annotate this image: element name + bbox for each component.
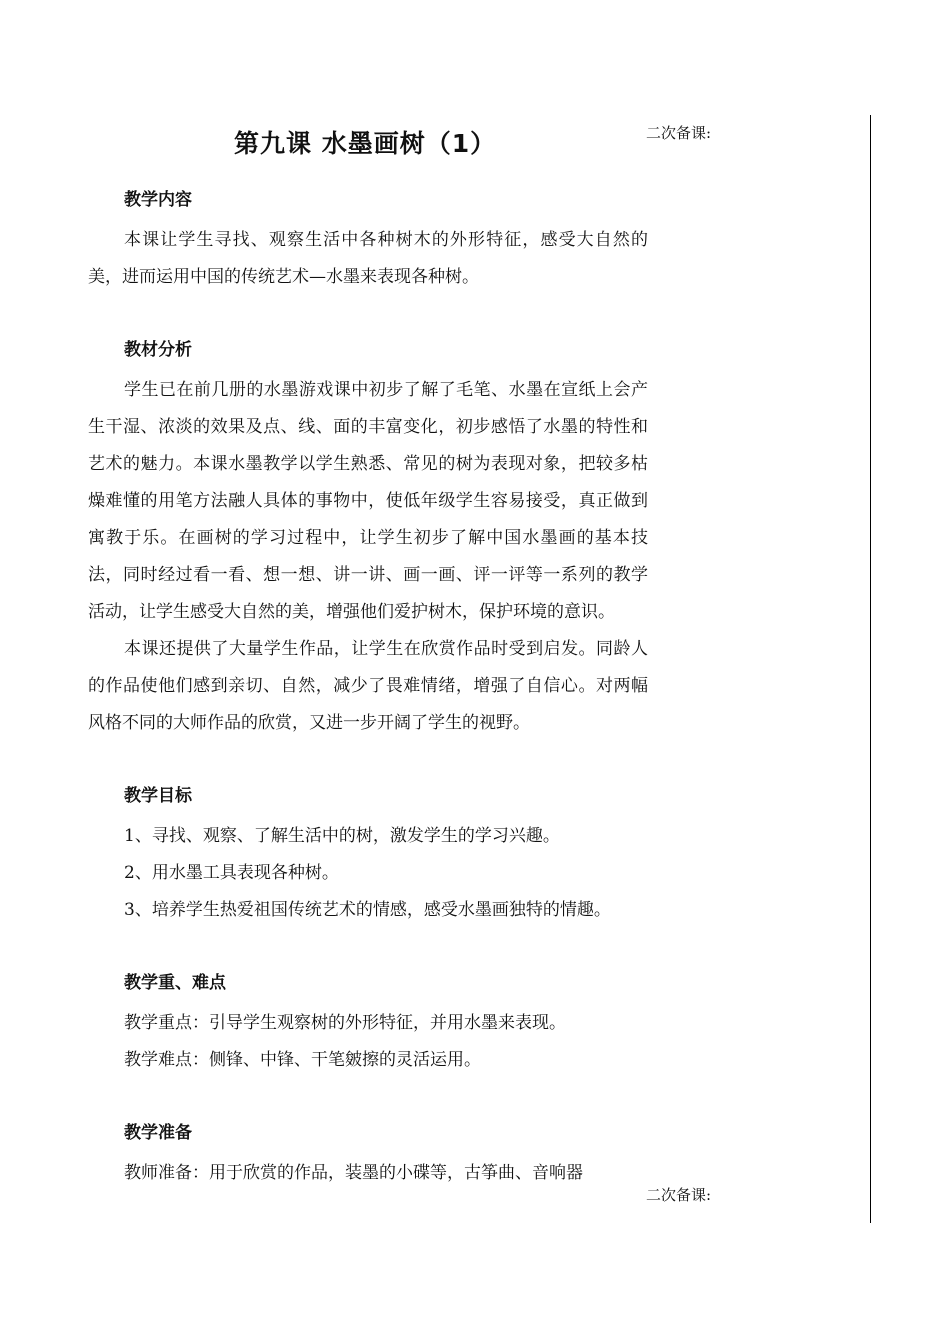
teaching-focus: 教学重点：引导学生观察树的外形特征，并用水墨来表现。 [124,1013,566,1033]
margin-divider [870,115,871,1223]
revision-note-bottom: 二次备课: [646,1186,712,1204]
goal-item-1: 1、寻找、观察、了解生活中的树，激发学生的学习兴趣。 [124,826,560,846]
teaching-difficulty: 教学难点：侧锋、中锋、干笔皴擦的灵活运用。 [124,1050,481,1070]
teacher-preparation: 教师准备：用于欣赏的作品，装墨的小碟等，古筝曲、音响器 [124,1163,583,1183]
section-heading-goals: 教学目标 [124,786,192,806]
section-heading-content: 教学内容 [124,190,192,210]
revision-note-top: 二次备课: [646,124,712,142]
content-paragraph: 本课让学生寻找、观察生活中各种树木的外形特征，感受大自然的美，进而运用中国的传统艺术—水墨来表现各种树。 [88,230,648,287]
goal-item-3: 3、培养学生热爱祖国传统艺术的情感，感受水墨画独特的情趣。 [124,900,611,920]
section-heading-preparation: 教学准备 [124,1123,192,1143]
analysis-paragraph-1: 学生已在前几册的水墨游戏课中初步了解了毛笔、水墨在宣纸上会产生干湿、浓淡的效果及点、线、面的丰富变化，初步感悟了水墨的特性和艺术的魅力。本课水墨教学以学生熟悉、常见的树为表现对象，把较多枯燥难懂的用笔方法融人具体的事物中，使低年级学生容易接受，真正做到寓教于乐。在画树的学习过程中，让学生初步了解中国水墨画的基本技法，同时经过看一看、想一想、讲一讲、画一画、评一评等一系列的教学活动，让学生感受大自然的美，增强他们爱护树木，保护环境的意识。 [88,380,648,622]
analysis-paragraph-2: 本课还提供了大量学生作品，让学生在欣赏作品时受到启发。同龄人的作品使他们感到亲切、自然，减少了畏难情绪，增强了自信心。对两幅风格不同的大师作品的欣赏，又进一步开阔了学生的视野。 [88,639,648,733]
section-heading-analysis: 教材分析 [124,340,192,360]
lesson-title: 第九课 水墨画树（1） [234,129,497,158]
lesson-body [88,186,648,1192]
section-heading-key-points: 教学重、难点 [124,973,226,993]
goal-item-2: 2、用水墨工具表现各种树。 [124,863,339,883]
